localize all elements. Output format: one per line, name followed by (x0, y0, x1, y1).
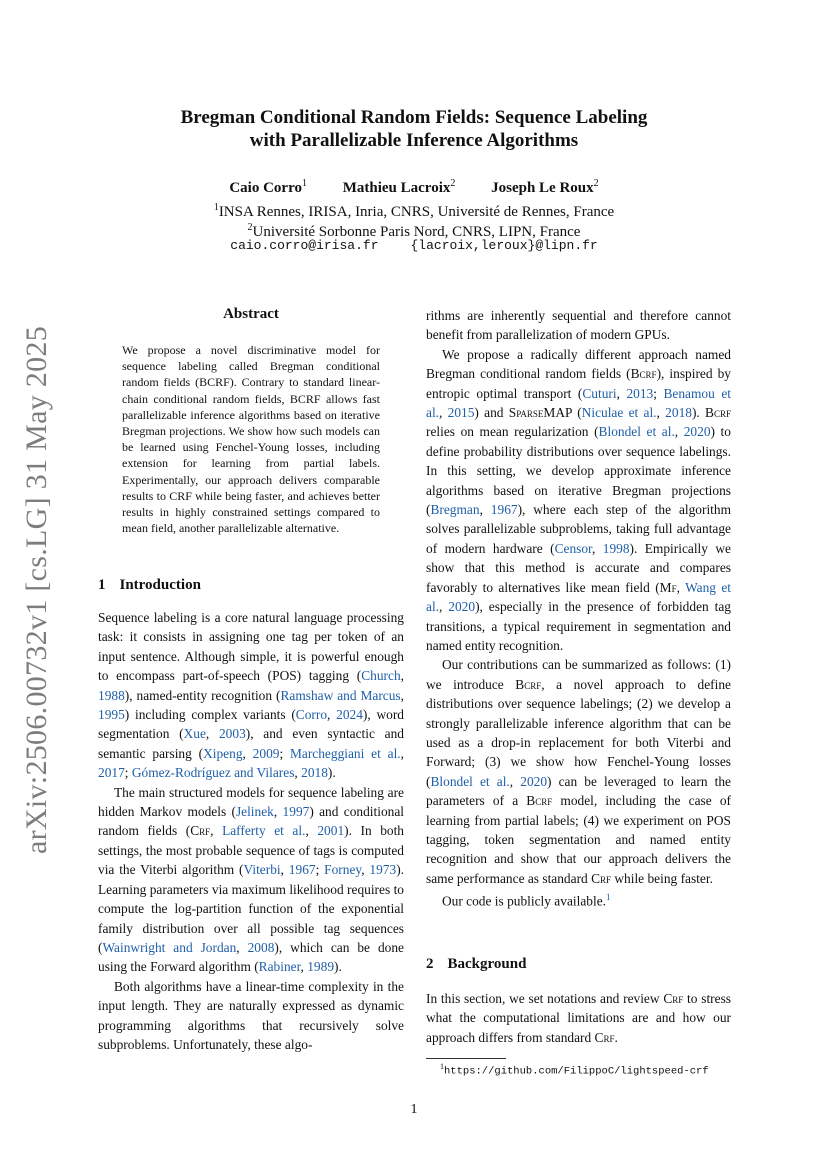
arxiv-stamp: arXiv:2506.00732v1 [cs.LG] 31 May 2025 (20, 326, 53, 854)
paragraph: rithms are inherently sequential and therefore cannot benefit from parallelization of modern GPUs. (426, 308, 731, 343)
page-number: 1 (410, 1102, 418, 1117)
paragraph: In this section, we set notations and review Crf to stress what the computational limitations are and how our approach differs from standard Crf. (426, 991, 732, 1045)
footnote: $^1$https://github.com/FilippoC/lightspeed-crf (440, 1062, 709, 1078)
affiliation: $^1$INSA Rennes, IRISA, Inria, CNRS, Université de Rennes, France (213, 202, 615, 220)
paragraph: Both algorithms have a linear-time complexity in the input length. They are naturally expressed as dynamic programming algorithms that recursively solve subproblems. Unfortunately, these algo- (98, 978, 404, 1052)
author: Mathieu Lacroix$^2$ (342, 178, 456, 196)
author-emails: caio.corro@irisa.fr {lacroix,leroux}@lipn.fr (230, 238, 598, 253)
paragraph: Our contributions can be summarized as follows: (1) we introduce Bcrf, a novel approach to define distributions over sequence labelings; (2) we develop a strongly parallelizable inference algorithm that can be used as a drop-in replacement for both Viterbi and Forward; (3) we show how Fenchel-Young losses (Blondel et al., 2020) can be leveraged to learn the parameters of a Bcrf model, including the case of learning from partial labels; (4) we experiment on POS tagging, token segmentation and named entity recognition and show that our approach delivers the same performance as standard Crf while being faster. (426, 657, 731, 886)
abstract-heading: Abstract (223, 306, 279, 322)
author: Joseph Le Roux$^2$ (491, 178, 599, 196)
author: Caio Corro$^1$ (229, 178, 307, 196)
author-list (100, 178, 728, 197)
footnote-link[interactable]: https://github.com/FilippoC/lightspeed-crf (444, 1065, 709, 1078)
affiliation: $^2$Université Sorbonne Paris Nord, CNRS, LIPN, France (247, 222, 581, 240)
section-heading-introduction: 1 Introduction (98, 577, 201, 593)
right-column-body (426, 306, 731, 911)
section-heading-background: 2 Background (426, 956, 527, 972)
paper-title: Bregman Conditional Random Fields: Sequence Labeling with Parallelizable Inference Algorithms (180, 107, 648, 151)
background-body (426, 989, 731, 1047)
abstract-text: We propose a novel discriminative model for sequence labeling called Bregman conditional random fields (BCRF). Contrary to standard linear-chain conditional random fields, BCRF allows fast parallelizable inference algorithms based on iterative Bregman projections. We show how such models can be learned using Fenchel-Young losses, including extension for learning from partial labels. Experimentally, our approach delivers comparable results to CRF while being faster, and achieves better results in highly constrained settings compared to mean field, another parallelizable alternative. (122, 343, 380, 536)
paragraph: Our code is publicly available.$^1$ (442, 892, 611, 909)
paragraph: Sequence labeling is a core natural language processing task: it consists in assigning one tag per token of an input sentence. Although simple, it is powerful enough to encompass part-of-speech (POS) tagging (Church, 1988), named-entity recognition (Ramshaw and Marcus, 1995) including complex variants (Corro, 2024), word segmentation (Xue, 2003), and even syntactic and semantic parsing (Xipeng, 2009; Marcheggiani et al., 2017; Gómez-Rodríguez and Vilares, 2018). (98, 610, 404, 781)
footnote-rule (426, 1058, 506, 1059)
left-column-body (98, 608, 404, 1054)
paragraph: We propose a radically different approach named Bregman conditional random fields (Bcrf), inspired by entropic optimal transport (Cuturi, 2013; Benamou et al., 2015) and SparseMAP (Niculae et al., 2018). Bcrf relies on mean regularization (Blondel et al., 2020) to define probability distributions over sequence labelings. In this setting, we develop approximate inference algorithms based on iterative Bregman projections (Bregman, 1967), where each step of the algorithm solves parallelizable subproblems, taking full advantage of modern hardware (Censor, 1998). Empirically we show that this method is accurate and compares favorably to alternatives like mean field (Mf, Wang et al., 2020), especially in the presence of forbidden tag transitions, a typical requirement in segmentation and named entity recognition. (426, 346, 732, 653)
paragraph: The main structured models for sequence labeling are hidden Markov models (Jelinek, 1997) and conditional random fields (Crf, Lafferty et al., 2001). In both settings, the most probable sequence of tags is computed via the Viterbi algorithm (Viterbi, 1967; Forney, 1973). Learning parameters via maximum likelihood requires to compute the log-partition function of the exponential family distribution over all possible tag sequences (Wainwright and Jordan, 2008), which can be done using the Forward algorithm (Rabiner, 1989). (98, 784, 404, 975)
